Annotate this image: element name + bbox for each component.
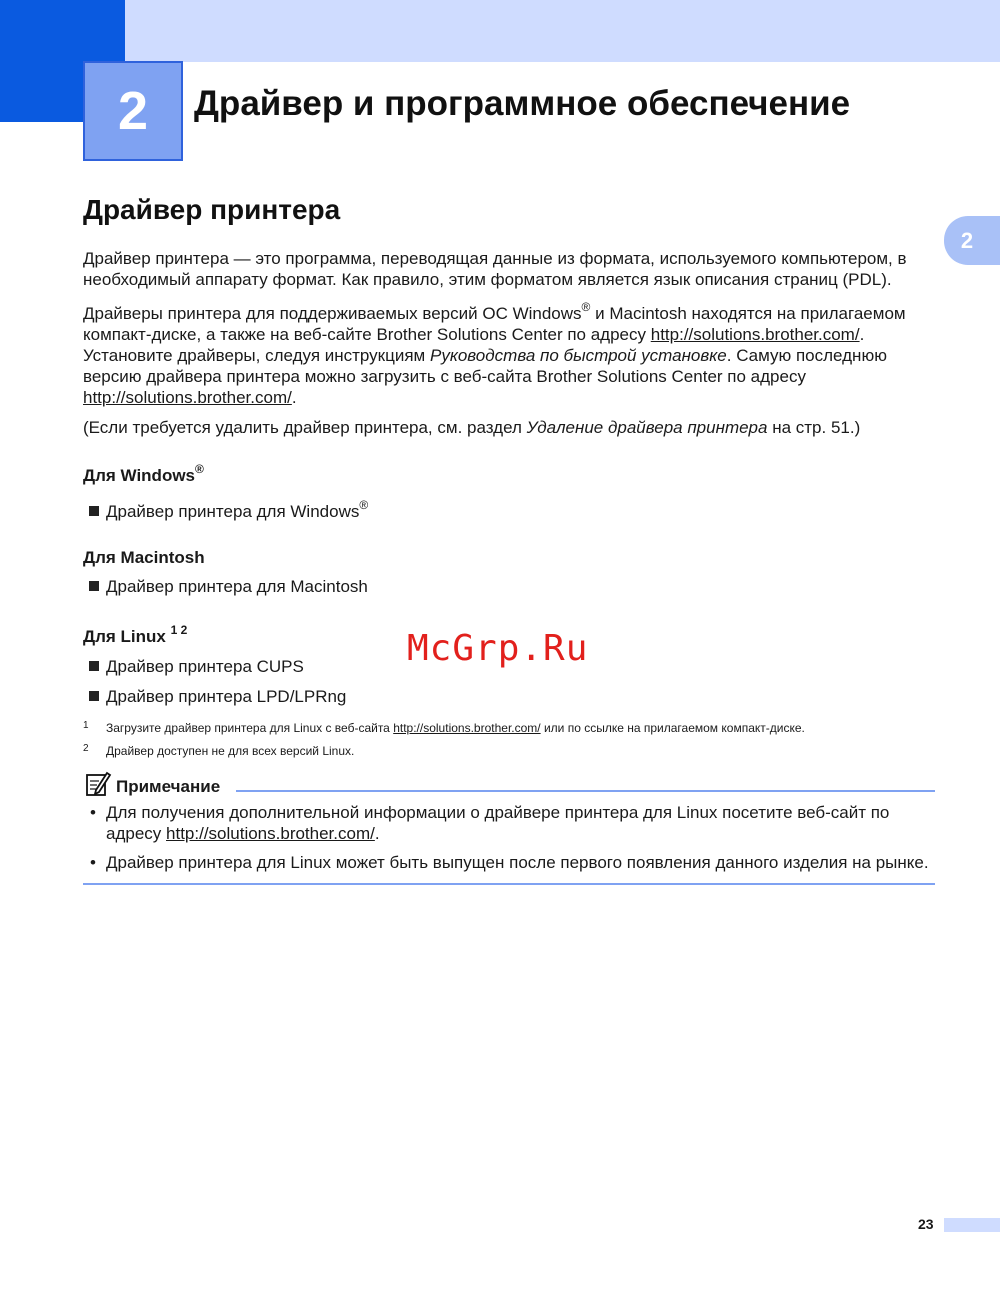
note-item-continuation	[90, 823, 940, 844]
p2-text-c: . Установите драйверы, следуя инструкциям	[83, 325, 865, 365]
registered-mark: ®	[359, 498, 369, 513]
list-item	[89, 577, 368, 597]
square-bullet-icon	[89, 691, 99, 701]
footnote-number: 2	[83, 743, 89, 754]
page-number: 23	[918, 1216, 934, 1232]
note-pencil-icon	[84, 770, 112, 798]
list-item	[89, 498, 369, 522]
note-top-rule	[236, 790, 935, 792]
side-tab-number: 2	[960, 227, 974, 253]
footnote-solutions-link[interactable]: http://solutions.brother.com/	[393, 721, 541, 735]
footnote-2	[83, 743, 354, 758]
note-item-2	[90, 852, 940, 873]
p3-text-b: на стр. 51.)	[767, 418, 861, 437]
list-item	[89, 657, 304, 677]
note-item-text-a: Для получения дополнительной информации о драйвере принтера для Linux посетите веб-сайт по	[106, 803, 890, 822]
paragraph-intro: Драйвер принтера — это программа, переводящая данные из формата, используемого компьютером, в необходимый аппарату формат. Как правило, этим форматом является язык описания страниц (PDL).	[83, 249, 907, 289]
paragraph-uninstall	[83, 417, 943, 438]
uninstall-section-ref: Удаление драйвера принтера	[526, 418, 768, 437]
list-item	[89, 687, 346, 707]
footnote-number: 1	[83, 720, 89, 731]
square-bullet-icon	[89, 661, 99, 671]
windows-heading	[83, 462, 204, 486]
footnote-text-b: или по ссылке на прилагаемом компакт-диске.	[540, 721, 805, 735]
macintosh-heading: Для Macintosh	[83, 548, 205, 567]
linux-heading	[83, 623, 188, 647]
section-title: Драйвер принтера	[83, 194, 341, 225]
footnote-1	[83, 720, 805, 735]
p2-text-b: и Macintosh находятся на прилагаемом компакт-диске, а также на веб-сайте Brother Solutions Center по адресу	[83, 304, 906, 344]
chapter-number-box	[83, 61, 183, 161]
note-solutions-link[interactable]: http://solutions.brother.com/	[166, 824, 375, 843]
watermark: McGrp.Ru	[407, 628, 589, 669]
footnote-refs: 1 2	[170, 623, 188, 638]
chapter-side-tab	[944, 216, 1000, 265]
note-item-text-b: адресу	[106, 824, 167, 843]
note-item-text-c: .	[374, 824, 380, 843]
solutions-link-1[interactable]: http://solutions.brother.com/	[650, 325, 860, 344]
list-item-text: Драйвер принтера CUPS	[106, 657, 304, 676]
solutions-link-2[interactable]: http://solutions.brother.com/	[83, 388, 292, 407]
page-number-bar	[944, 1218, 1000, 1232]
note-item-text: Драйвер принтера для Linux может быть выпущен после первого появления данного изделия на рынке.	[106, 853, 929, 872]
chapter-number: 2	[117, 81, 149, 141]
paragraph-drivers	[83, 300, 943, 408]
footnote-text: Драйвер доступен не для всех версий Linux.	[106, 744, 355, 758]
note-item-1	[90, 802, 940, 844]
square-bullet-icon	[89, 581, 99, 591]
windows-heading-text: Для Windows	[83, 466, 196, 485]
header-band	[0, 0, 1000, 62]
bullet-dot-icon: •	[90, 803, 96, 822]
p2-text-e: .	[291, 388, 297, 407]
note-title: Примечание	[116, 777, 221, 796]
p2-text-d: . Самую последнюю версию драйвера принтера можно загрузить с веб-сайта Brother Solutions Center по адресу	[83, 346, 887, 386]
list-item-text: Драйвер принтера LPD/LPRng	[106, 687, 347, 706]
list-item-text: Драйвер принтера для Macintosh	[106, 577, 368, 596]
registered-mark: ®	[195, 462, 204, 477]
square-bullet-icon	[89, 506, 99, 516]
bullet-dot-icon: •	[90, 853, 96, 872]
note-bottom-rule	[83, 883, 935, 885]
footnote-text-a: Загрузите драйвер принтера для Linux с веб-сайта	[106, 721, 394, 735]
registered-mark: ®	[581, 300, 591, 315]
linux-heading-text: Для Linux	[83, 627, 166, 646]
p3-text-a: (Если требуется удалить драйвер принтера, см. раздел	[83, 418, 527, 437]
p2-text-a: Драйверы принтера для поддерживаемых версий ОС Windows	[83, 304, 582, 323]
quick-setup-guide-ref: Руководства по быстрой установке	[429, 346, 727, 365]
chapter-title: Драйвер и программное обеспечение	[194, 84, 851, 123]
list-item-text: Драйвер принтера для Windows	[106, 502, 360, 521]
